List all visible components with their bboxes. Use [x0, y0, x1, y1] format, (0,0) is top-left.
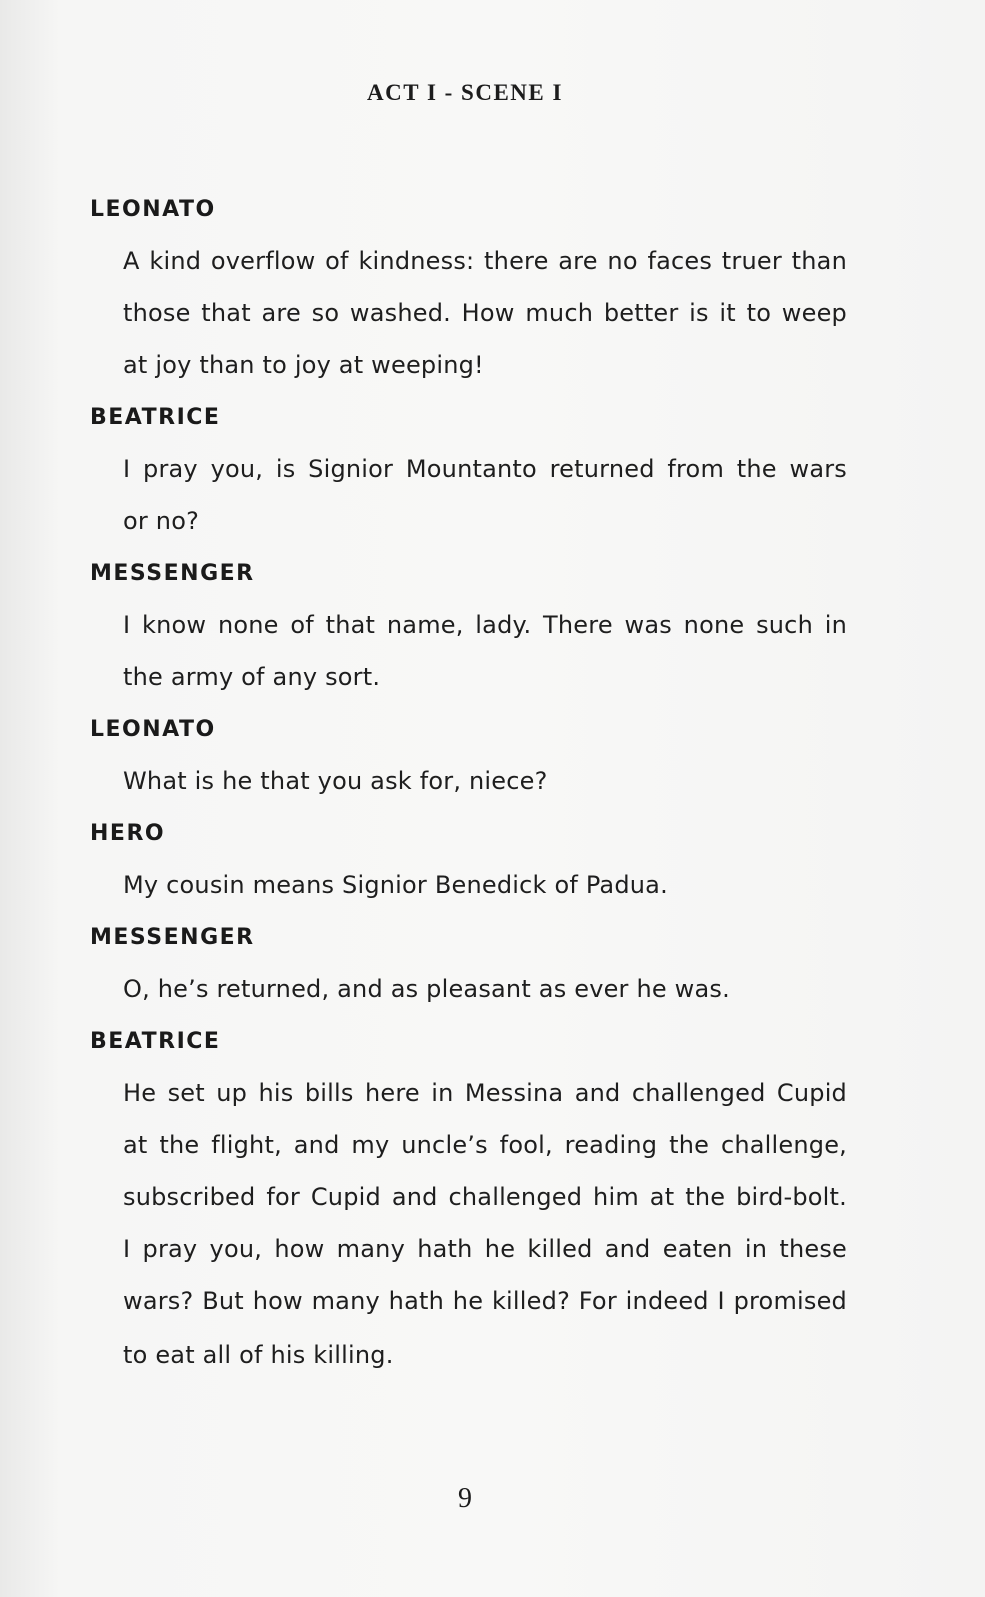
- speech-line: subscribed for Cupid and challenged him at the bird-bolt.: [123, 1183, 847, 1211]
- speech-line: He set up his bills here in Messina and challenged Cupid: [123, 1079, 847, 1107]
- speaker-name: BEATRICE: [90, 1029, 221, 1054]
- speech-line: O, he’s returned, and as pleasant as ever he was.: [123, 975, 730, 1003]
- speech-line: What is he that you ask for, niece?: [123, 767, 548, 795]
- speaker-name: BEATRICE: [90, 405, 221, 430]
- speaker-name: LEONATO: [90, 197, 216, 222]
- speaker-name: HERO: [90, 821, 166, 846]
- speech-line: the army of any sort.: [123, 663, 381, 691]
- page-number: 9: [458, 1483, 472, 1514]
- speech-line: at the flight, and my uncle’s fool, reading the challenge,: [123, 1131, 847, 1159]
- speech-line: wars? But how many hath he killed? For indeed I promised: [123, 1287, 847, 1315]
- speech-line: I pray you, how many hath he killed and eaten in these: [123, 1235, 847, 1263]
- speech-line: I know none of that name, lady. There was none such in: [123, 611, 847, 639]
- speaker-name: MESSENGER: [90, 561, 255, 586]
- running-head: ACT I - SCENE I: [367, 80, 563, 105]
- speaker-name: MESSENGER: [90, 925, 255, 950]
- speech-line: to eat all of his killing.: [123, 1341, 394, 1369]
- speech-line: I pray you, is Signior Mountanto returned from the wars: [123, 455, 847, 483]
- speech-line: A kind overflow of kindness: there are no faces truer than: [123, 247, 847, 275]
- speech-line: those that are so washed. How much better is it to weep: [123, 299, 847, 327]
- speech-line: at joy than to joy at weeping!: [123, 351, 484, 379]
- speaker-name: LEONATO: [90, 717, 216, 742]
- speech-line: or no?: [123, 507, 200, 535]
- speech-line: My cousin means Signior Benedick of Padua.: [123, 871, 668, 899]
